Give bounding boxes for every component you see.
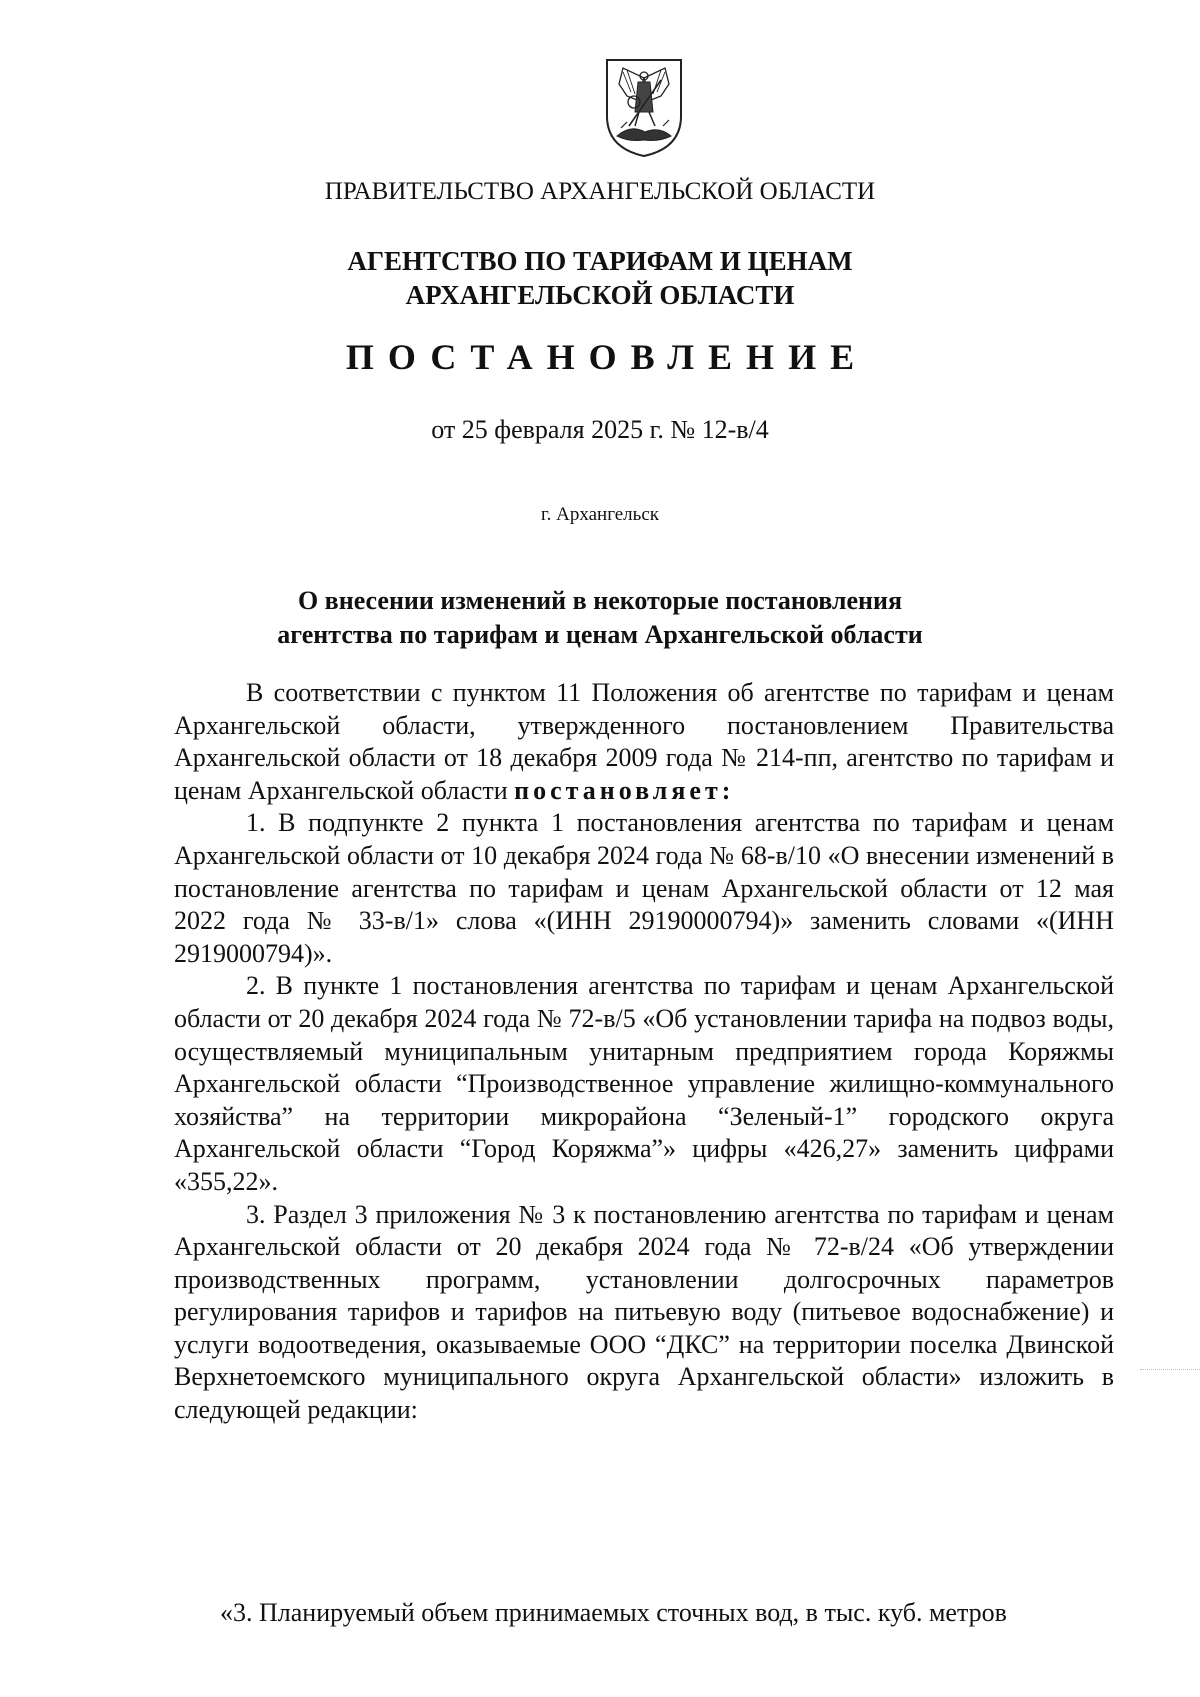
subject-line2: агентства по тарифам и ценам Архангельской области [277, 620, 923, 649]
agency-name-line1: АГЕНТСТВО ПО ТАРИФАМ И ЦЕНАМ [347, 246, 853, 276]
scan-artifact-divider [1140, 1369, 1200, 1370]
document-body [174, 677, 1114, 1427]
agency-name-line2: АРХАНГЕЛЬСКОЙ ОБЛАСТИ [405, 280, 795, 310]
document-type: ПОСТАНОВЛЕНИЕ [345, 337, 869, 377]
date-and-number: от 25 февраля 2025 г. № 12-в/4 [431, 415, 769, 444]
city: г. Архангельск [540, 504, 659, 525]
document-subject [0, 584, 1200, 652]
coat-of-arms-icon [601, 56, 687, 160]
item-1-paragraph: 1. В подпункте 2 пункта 1 постановления агентства по тарифам и ценам Архангельской области от 10 декабря 2024 года № 68-в/10 «О внесении изменений в постановление агентства по тарифам и ценам Архангельской области от 12 мая 2022 года № 33-в/1» слова «(ИНН 29190000794)» заменить словами «(ИНН 2919000794)». [174, 808, 1114, 968]
preamble-paragraph [174, 677, 1114, 807]
government-name: ПРАВИТЕЛЬСТВО АРХАНГЕЛЬСКОЙ ОБЛАСТИ [324, 178, 876, 205]
item-3-paragraph: 3. Раздел 3 приложения № 3 к постановлению агентства по тарифам и ценам Архангельской области от 20 декабря 2024 года № 72-в/24 «Об утверждении производственных программ, установлении долгосрочных параметров регулирования тарифов и тарифов на питьевую воду (питьевое водоснабжение) и услуги водоотведения, оказываемые ООО “ДКС” на территории поселка Двинской Верхнетоемского муниципального округа Архангельской области» изложить в следующей редакции: [174, 1199, 1114, 1425]
subject-line1: О внесении изменений в некоторые постановления [297, 586, 903, 615]
agency-name [0, 244, 1200, 312]
item-2-paragraph: 2. В пункте 1 постановления агентства по тарифам и ценам Архангельской области от 20 декабря 2024 года № 72-в/5 «Об установлении тарифа на подвоз воды, осуществляемый муниципальным унитарным предприятием города Коряжмы Архангельской области “Производственное управление жилищно-коммунального хозяйства” на территории микрорайона “Зеленый-1” городского округа Архангельской области “Город Коряжма”» цифры «426,27» заменить цифрами «355,22». [174, 971, 1114, 1196]
section-3-heading: «3. Планируемый объем принимаемых сточных вод, в тыс. куб. метров [220, 1598, 1007, 1627]
preamble-verb: постановляет: [514, 775, 735, 805]
preamble-text: В соответствии с пунктом 11 Положения об агентстве по тарифам и ценам Архангельской области, утвержденного постановлением Правительства Архангельской области от 18 декабря 2009 года № 214-пп, агентство по тарифам и ценам Архангельской области [174, 678, 1114, 805]
